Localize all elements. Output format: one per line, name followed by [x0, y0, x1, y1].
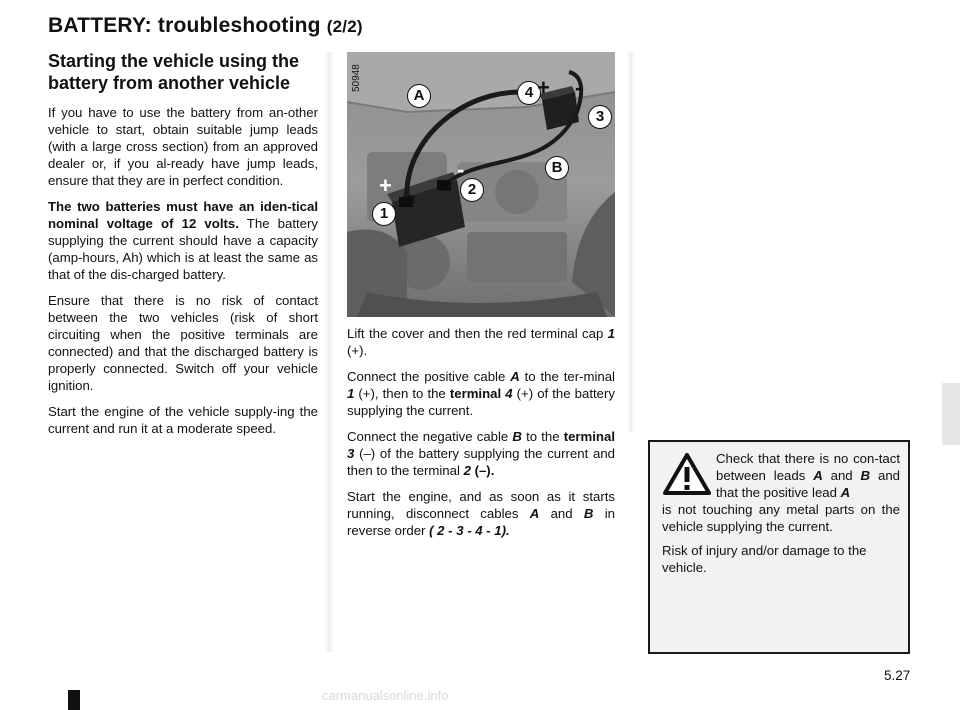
- bold-text: terminal: [449, 386, 502, 401]
- text: and: [822, 468, 861, 483]
- warning-risk: Risk of injury and/or damage to the vehicle.: [662, 543, 867, 575]
- text: Connect the positive cable: [347, 369, 511, 384]
- plus-sign: +: [537, 75, 550, 100]
- bold-text: The two batteries must have an iden-tical nominal voltage of 12 volts.: [48, 199, 318, 231]
- section-title: Starting the vehicle using the battery from another vehicle: [48, 51, 300, 93]
- minus-sign: -: [457, 157, 465, 182]
- paragraph: Start the engine of the vehicle supply-ing the current and run it at a moderate speed.: [48, 404, 318, 436]
- disconnect-order: ( 2 - 3 - 4 - 1).: [429, 523, 510, 538]
- section-tab: [942, 383, 960, 445]
- ref-letter: A: [529, 506, 540, 521]
- text: (–).: [470, 463, 495, 478]
- paragraph: [347, 428, 615, 479]
- warning-paragraph-cont: is not touching any metal parts on the vehicle supplying the current.: [662, 502, 900, 534]
- text: Lift the cover and then the red terminal cap: [347, 326, 608, 341]
- ref-number: 2: [463, 463, 471, 478]
- ref-letter: A: [813, 468, 823, 483]
- text: Connect the negative cable: [347, 429, 513, 444]
- column-divider: [627, 52, 635, 432]
- warning-text: [662, 450, 900, 583]
- callout-a: A: [407, 84, 431, 108]
- watermark: carmanualsonline.info: [322, 688, 449, 703]
- text: (+) of the battery supplying the current.: [347, 386, 615, 418]
- page-number: 5.27: [884, 668, 911, 683]
- ref-number: 1: [607, 326, 615, 341]
- ref-letter: A: [510, 369, 520, 384]
- plus-sign: +: [379, 173, 392, 198]
- ref-number: 1: [347, 386, 355, 401]
- text: Start the engine, and as soon as it starts running, disconnect cables: [347, 489, 615, 521]
- callout-b: B: [545, 156, 569, 180]
- page-title: [48, 14, 363, 38]
- paragraph: [347, 368, 615, 419]
- paragraph: [347, 325, 615, 359]
- text: and: [539, 506, 584, 521]
- paragraph: [48, 198, 318, 283]
- bold-text: terminal: [563, 429, 615, 444]
- page-title-text: BATTERY: troubleshooting: [48, 14, 321, 37]
- ref-letter: B: [860, 468, 871, 483]
- callout-2: 2: [460, 178, 484, 202]
- jump-start-illustration: [347, 52, 615, 317]
- text: (–) of the battery supplying the current and then to the terminal: [347, 446, 615, 478]
- paragraph: If you have to use the battery from an-other vehicle to start, obtain suitable jump leads (with a large cross section) from an approved dealer or, if you al-ready have jump leads, ensure that they are in perfect condition.: [48, 105, 318, 188]
- warning-box: [648, 440, 910, 654]
- text: in reverse order: [347, 506, 615, 538]
- text: and that the positive lead: [716, 468, 900, 500]
- paragraph: [347, 488, 615, 539]
- ref-number: 3: [347, 446, 355, 461]
- text: The battery supplying the current should have a capacity (amp-hours, Ah) which is at least the same as that of the dis-charged battery.: [48, 216, 318, 282]
- callout-4: 4: [517, 81, 541, 105]
- minus-sign: -: [575, 75, 583, 100]
- ref-number: 4: [505, 386, 513, 401]
- text: (+), then to the: [354, 386, 450, 401]
- warning-paragraph: [662, 450, 900, 501]
- paragraph: Ensure that there is no risk of contact between the two vehicles (risk of short circuiting when the positive terminals are connected) and that the discharged battery is properly connected. Switch off your vehicle ignition.: [48, 293, 318, 393]
- callout-3: 3: [588, 105, 612, 129]
- ref-letter: A: [840, 485, 851, 500]
- column-divider: [324, 52, 334, 652]
- text: Check that there is no con-tact between leads: [716, 451, 900, 483]
- figure-reference: 50948: [351, 64, 362, 92]
- ref-letter: B: [512, 429, 522, 444]
- text: (+).: [347, 343, 368, 358]
- ref-letter: B: [583, 506, 594, 521]
- left-column: [48, 50, 318, 446]
- middle-column: [347, 325, 615, 548]
- callout-1: 1: [372, 202, 396, 226]
- text: to the: [521, 429, 564, 444]
- corner-mark: [68, 690, 80, 710]
- page-title-suffix: (2/2): [326, 17, 363, 36]
- text: to the ter-minal: [519, 369, 615, 384]
